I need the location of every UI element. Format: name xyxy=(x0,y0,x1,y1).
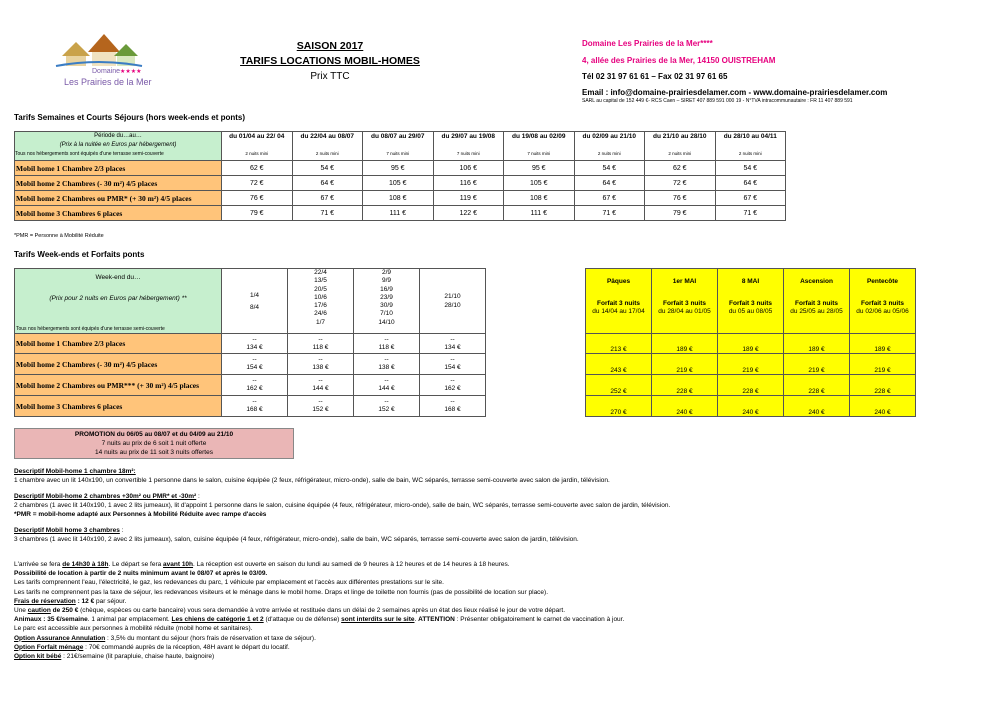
text: Option Forfait ménage xyxy=(14,643,84,651)
forfait-label: Forfait 3 nuits xyxy=(795,300,838,307)
price-cell: 122 € xyxy=(433,206,504,221)
price-cell: 76 € xyxy=(222,191,293,206)
price-cell: 119 € xyxy=(433,191,504,206)
desc1-text: 1 chambre avec un lit 140x190, un convertible 1 personne dans le salon, cuisine équipée (2 feux, réfrigérateur, micro-onde), salle de bain, WC séparés, terrasse semi-couverte avec salon de jardin, télévision. xyxy=(14,477,610,484)
text: : 12 € xyxy=(75,597,95,605)
terrasse-note: Tous nos hébergements sont équipés d'une terrasse semi-couverte xyxy=(15,151,164,157)
dash: -- xyxy=(252,335,257,343)
price-cell: 95 € xyxy=(363,161,434,176)
we-price-sub: (Prix pour 2 nuits en Euros par hébergement) ** xyxy=(49,295,187,302)
dash: -- xyxy=(384,398,389,405)
price-cell: 240 € xyxy=(850,396,916,417)
dash: -- xyxy=(318,377,323,384)
price-cell: 71 € xyxy=(574,206,645,221)
promo-title: PROMOTION du 06/05 au 08/07 et du 04/09 au 21/10 xyxy=(74,431,234,438)
logo-houses-icon xyxy=(54,28,144,68)
text: Option kit bébé xyxy=(14,653,62,661)
text: de 250 € xyxy=(50,607,79,615)
price-cell: 154 € xyxy=(444,364,461,371)
price-cell: 72 € xyxy=(645,176,716,191)
price-cell: 168 € xyxy=(246,406,263,413)
descriptions xyxy=(14,467,984,544)
dash: -- xyxy=(384,335,389,343)
min-nights: 7 nuits mini xyxy=(456,151,480,156)
row-label: Mobil home 2 Chambres ou PMR* (+ 30 m²) 4/5 places xyxy=(15,191,222,206)
row-label: Mobil home 3 Chambres 6 places xyxy=(15,206,222,221)
table-row xyxy=(15,176,786,191)
price-cell: 228 € xyxy=(784,375,850,396)
price-cell: 79 € xyxy=(222,206,293,221)
price-cell: 144 € xyxy=(378,385,395,392)
price-cell: 189 € xyxy=(784,334,850,354)
desc2-title: Descriptif Mobil-home 2 chambres +30m² ou PMR* et -30m² xyxy=(14,493,197,500)
period-label: Période du…au… xyxy=(94,133,142,139)
price-cell: 108 € xyxy=(363,191,434,206)
info-included: Les tarifs comprennent l'eau, l'électricité, le gaz, les redevances du parc, 1 véhicule par emplacement et l'accès aux différentes prestations sur le site. xyxy=(14,579,444,587)
text: L'arrivée se fera xyxy=(14,561,63,568)
info-reservation-fee xyxy=(14,597,984,606)
pmr-footnote: *PMR = Personne à Mobilité Réduite xyxy=(14,233,104,239)
info-arrival xyxy=(14,560,984,569)
price-cell: 152 € xyxy=(378,406,395,413)
price-cell: 138 € xyxy=(312,364,329,371)
date-label: 10/6 xyxy=(314,293,327,301)
pont-period: du 14/04 au 17/04 xyxy=(592,308,645,315)
min-nights: 2 nuits mini xyxy=(738,151,762,156)
price-cell: 64 € xyxy=(574,176,645,191)
price-cell: 162 € xyxy=(246,385,263,392)
min-nights: 2 nuits mini xyxy=(245,151,269,156)
desc3-colon: : xyxy=(119,527,124,534)
price-cell: 72 € xyxy=(222,176,293,191)
contact-email[interactable]: Email : info@domaine-prairiesdelamer.com - www.domaine-prairiesdelamer.com xyxy=(582,88,888,97)
text: Animaux : 35 €/semaine xyxy=(14,616,88,624)
price-cell: 67 € xyxy=(292,191,363,206)
price-cell: 54 € xyxy=(292,161,363,176)
price-cell: 154 € xyxy=(246,364,263,371)
text: sont interdits sur le site xyxy=(341,616,415,624)
table-row xyxy=(15,396,486,417)
col-header: du 02/09 au 21/10 xyxy=(582,133,636,140)
table-row xyxy=(586,396,916,417)
desc1-title: Descriptif Mobil-home 1 chambre 18m²: xyxy=(14,468,136,475)
price-cell: 219 € xyxy=(652,354,718,375)
col-header: du 08/07 au 29/07 xyxy=(371,133,425,140)
date-label: 1/4 xyxy=(249,291,260,299)
section-title-weekends: Tarifs Week-ends et Forfaits ponts xyxy=(14,250,145,259)
table-row xyxy=(15,334,486,354)
col-header: du 29/07 au 19/08 xyxy=(441,133,495,140)
table-weekends xyxy=(14,268,486,417)
price-cell: 64 € xyxy=(292,176,363,191)
price-cell: 134 € xyxy=(246,343,263,351)
info-option-insurance xyxy=(14,634,984,643)
price-cell: 138 € xyxy=(378,364,395,371)
table-row xyxy=(15,375,486,396)
table-row xyxy=(15,161,786,176)
logo-stars: ★★★★ xyxy=(120,69,142,75)
info-option-cleaning xyxy=(14,643,984,652)
row-label: Mobil home 3 Chambres 6 places xyxy=(15,396,222,417)
price-cell: 62 € xyxy=(645,161,716,176)
dash: -- xyxy=(450,356,455,363)
pont-header: Ascension xyxy=(800,278,833,285)
price-cell: 252 € xyxy=(586,375,652,396)
desc3-text: 3 chambres (1 avec lit 140x190, 2 avec 2 lits jumeaux), salon, cuisine équipée (4 feux, réfrigérateur, micro-onde), salle de bain, WC séparés, terrasse semi-couverte avec salon de jardin, télévision. xyxy=(14,536,579,543)
dash: -- xyxy=(318,398,323,405)
pont-header: Pâques xyxy=(606,278,631,285)
price-cell: 243 € xyxy=(586,354,652,375)
pont-header: 8 MAI xyxy=(741,278,760,285)
logo-line1: Domaine xyxy=(92,68,121,75)
dash: -- xyxy=(252,377,257,384)
contact-name: Domaine Les Prairies de la Mer**** xyxy=(582,39,713,48)
price-cell: 219 € xyxy=(784,354,850,375)
table-semaines xyxy=(14,131,786,221)
table-row xyxy=(586,354,916,375)
dash: -- xyxy=(450,335,455,343)
info-not-included: Les tarifs ne comprennent pas la taxe de séjour, les redevances visiteurs et le ménage dans le mobil home. Draps et linge de toilette non fournis (pas de possibilité de location sur place). xyxy=(14,588,549,596)
table-row xyxy=(586,375,916,396)
dash: -- xyxy=(252,398,257,405)
page-subtitle: TARIFS LOCATIONS MOBIL-HOMES xyxy=(240,55,420,67)
col-header: du 19/08 au 02/09 xyxy=(512,133,566,140)
min-nights: 7 nuits mini xyxy=(527,151,551,156)
table-forfaits-ponts xyxy=(585,268,916,417)
promo-line2: 14 nuits au prix de 11 soit 3 nuits offertes xyxy=(95,449,213,456)
pont-header: Pentecôte xyxy=(866,278,899,285)
min-nights: 2 nuits mini xyxy=(597,151,621,156)
text: : 21€/semaine (lit parapluie, chaise haute, baignoire) xyxy=(61,653,215,661)
text: Les chiens de catégorie 1 et 2 xyxy=(171,616,264,624)
info-option-baby xyxy=(14,652,984,661)
price-cell: 54 € xyxy=(715,161,786,176)
text: (chèque, espèces ou carte bancaire) vous sera demandée à votre arrivée et restituée dans un délai de 2 semaines après un état des lieux réalisé le jour de votre départ. xyxy=(78,607,566,615)
text: . 1 animal par emplacement. xyxy=(87,616,172,624)
text: par séjour. xyxy=(94,597,127,605)
prix-ttc: Prix TTC xyxy=(310,71,350,82)
dash: -- xyxy=(450,398,455,405)
price-cell: 108 € xyxy=(504,191,575,206)
we-dates-col xyxy=(420,269,486,334)
price-cell: 189 € xyxy=(718,334,784,354)
pont-period: du 05 au 08/05 xyxy=(728,308,773,315)
forfait-label: Forfait 3 nuits xyxy=(597,300,640,307)
text: (d'attaque ou de défense) xyxy=(263,616,342,624)
price-cell: 219 € xyxy=(850,354,916,375)
text: Une xyxy=(14,607,28,615)
page-title: SAISON 2017 xyxy=(296,40,364,52)
date-label: 2/9 xyxy=(381,269,392,276)
price-cell: 118 € xyxy=(378,343,395,351)
price-cell: 152 € xyxy=(312,406,329,413)
text: Frais de réservation xyxy=(14,597,76,605)
forfait-label: Forfait 3 nuits xyxy=(729,300,772,307)
date-label: 8/4 xyxy=(249,303,260,311)
we-label: Week-end du… xyxy=(95,274,141,281)
row-label: Mobil home 2 Chambres (- 30 m²) 4/5 places xyxy=(15,354,222,375)
promo-line1: 7 nuits au prix de 6 soit 1 nuit offerte xyxy=(101,440,207,447)
contact-legal: SARL au capital de 152 449 €- RCS Caen – SIRET 407 889 591 000 19 - N°TVA intracommunautaire : FR 11 407 889 591 xyxy=(582,98,853,104)
price-cell: 71 € xyxy=(292,206,363,221)
price-cell: 105 € xyxy=(363,176,434,191)
text: . xyxy=(414,616,419,624)
price-cell: 67 € xyxy=(715,191,786,206)
text: . Le départ se fera xyxy=(108,561,164,568)
period-sub: (Prix à la nuitée en Euros par hébergement) xyxy=(59,142,177,148)
price-cell: 144 € xyxy=(312,385,329,392)
text: : 70€ commandé auprès de la réception, 48H avant le départ du locatif. xyxy=(83,643,290,651)
price-cell: 162 € xyxy=(444,385,461,392)
price-cell: 62 € xyxy=(222,161,293,176)
text: . La réception est ouverte en saison du lundi au samedi de 9 heures à 12 heures et de 14 heures à 18 heures. xyxy=(193,561,510,568)
date-label: 9/9 xyxy=(381,277,392,285)
text: : 3,5% du montant du séjour (hors frais de réservation et taxe de séjour). xyxy=(105,634,316,642)
dash: -- xyxy=(384,356,389,363)
we-dates-col xyxy=(354,269,420,334)
desc2-text: 2 chambres (1 avec lit 140x190, 1 avec 2 lits jumeaux), lit d'appoint 1 personne dans le salon, cuisine équipée (4 feux, réfrigérateur, micro-onde), salle de bain, WC séparés, terrasse semi-couverte avec salon de jardin, télévision. xyxy=(14,502,671,509)
table-row xyxy=(15,354,486,375)
price-cell: 67 € xyxy=(574,191,645,206)
date-label: 24/6 xyxy=(314,310,327,318)
price-cell: 105 € xyxy=(504,176,575,191)
price-cell: 54 € xyxy=(574,161,645,176)
logo xyxy=(36,28,166,90)
info-block xyxy=(14,560,984,661)
info-animals xyxy=(14,615,984,624)
price-cell: 213 € xyxy=(586,334,652,354)
text: ATTENTION xyxy=(418,616,455,624)
dash: -- xyxy=(384,377,389,384)
dash: -- xyxy=(450,377,455,384)
we-dates-col xyxy=(288,269,354,334)
forfait-label: Forfait 3 nuits xyxy=(861,300,904,307)
price-cell: 228 € xyxy=(850,375,916,396)
pont-period: du 25/05 au 28/05 xyxy=(790,308,843,315)
price-cell: 111 € xyxy=(363,206,434,221)
date-label: 14/10 xyxy=(378,318,395,326)
table-row xyxy=(586,334,916,354)
we-dates-col xyxy=(222,269,288,334)
price-cell: 270 € xyxy=(586,396,652,417)
col-header: du 28/10 au 04/11 xyxy=(723,133,777,140)
price-cell: 189 € xyxy=(850,334,916,354)
price-cell: 228 € xyxy=(652,375,718,396)
date-label: 20/5 xyxy=(314,285,327,293)
date-label: 17/6 xyxy=(314,302,327,310)
text: caution xyxy=(27,607,51,615)
row-label: Mobil home 2 Chambres (- 30 m²) 4/5 places xyxy=(15,176,222,191)
info-deposit xyxy=(14,606,984,615)
promo-box xyxy=(14,428,294,459)
price-cell: 95 € xyxy=(504,161,575,176)
date-label: 28/10 xyxy=(444,302,461,309)
row-label: Mobil home 1 Chambre 2/3 places xyxy=(15,161,222,176)
date-label: 13/5 xyxy=(314,277,327,285)
date-label: 7/10 xyxy=(380,310,393,318)
text: Option Assurance Annulation xyxy=(14,634,106,642)
price-cell: 118 € xyxy=(312,343,329,351)
date-label: 16/9 xyxy=(380,285,393,293)
date-label: 22/4 xyxy=(314,269,327,276)
date-label: 1/7 xyxy=(315,318,326,326)
info-accessibility: Le parc est accessible aux personnes à mobilité réduite (mobil home et sanitaires). xyxy=(14,625,253,633)
price-cell: 228 € xyxy=(718,375,784,396)
section-title-semaines: Tarifs Semaines et Courts Séjours (hors week-ends et ponts) xyxy=(14,113,246,122)
forfait-label: Forfait 3 nuits xyxy=(663,300,706,307)
price-cell: 79 € xyxy=(645,206,716,221)
desc3-title: Descriptif Mobil home 3 chambres xyxy=(14,527,120,534)
date-label: 23/9 xyxy=(380,293,393,301)
price-cell: 116 € xyxy=(433,176,504,191)
col-header: du 22/04 au 08/07 xyxy=(300,133,354,140)
price-cell: 189 € xyxy=(652,334,718,354)
min-nights: 2 nuits mini xyxy=(668,151,692,156)
date-label: 21/10 xyxy=(444,293,461,300)
terrasse-note: Tous nos hébergements sont équipés d'une terrasse semi-couverte xyxy=(16,326,165,332)
pont-header: 1er MAI xyxy=(672,278,697,285)
col-header: du 01/04 au 22/ 04 xyxy=(229,133,285,140)
info-min-nights: Possibilité de location à partir de 2 nuits minimum avant le 08/07 et après le 03/09. xyxy=(14,570,268,578)
table-row xyxy=(15,191,786,206)
desc2-colon: : xyxy=(196,493,200,500)
price-cell: 76 € xyxy=(645,191,716,206)
text: de 14h30 à 18h xyxy=(62,561,109,568)
price-cell: 71 € xyxy=(715,206,786,221)
pont-period: du 02/06 au 05/06 xyxy=(856,308,909,315)
text: avant 10h xyxy=(163,561,194,568)
table-row xyxy=(15,206,786,221)
text: : Présenter obligatoirement le carnet de vaccination à jour. xyxy=(454,616,625,624)
desc2-pmr: *PMR = mobil-home adapté aux Personnes à Mobilité Réduite avec rampe d'accès xyxy=(14,511,267,518)
dash: -- xyxy=(252,356,257,363)
price-cell: 64 € xyxy=(715,176,786,191)
price-cell: 134 € xyxy=(444,343,461,351)
logo-line2: Les Prairies de la Mer xyxy=(64,77,152,87)
price-cell: 240 € xyxy=(784,396,850,417)
col-header: du 21/10 au 28/10 xyxy=(653,133,707,140)
row-label: Mobil home 1 Chambre 2/3 places xyxy=(15,334,222,354)
min-nights: 7 nuits mini xyxy=(386,151,410,156)
dash: -- xyxy=(318,356,323,363)
dash: -- xyxy=(318,335,323,343)
min-nights: 2 nuits mini xyxy=(315,151,339,156)
date-label: 30/9 xyxy=(380,302,393,310)
price-cell: 106 € xyxy=(433,161,504,176)
row-label: Mobil home 2 Chambres ou PMR*** (+ 30 m²) 4/5 places xyxy=(15,375,222,396)
price-cell: 111 € xyxy=(504,206,575,221)
pont-period: du 28/04 au 01/05 xyxy=(658,308,711,315)
price-cell: 219 € xyxy=(718,354,784,375)
price-cell: 240 € xyxy=(652,396,718,417)
contact-tel: Tél 02 31 97 61 61 – Fax 02 31 97 61 65 xyxy=(582,72,728,81)
price-cell: 240 € xyxy=(718,396,784,417)
contact-address: 4, allée des Prairies de la Mer, 14150 OUISTREHAM xyxy=(582,56,776,65)
price-cell: 168 € xyxy=(444,406,461,413)
